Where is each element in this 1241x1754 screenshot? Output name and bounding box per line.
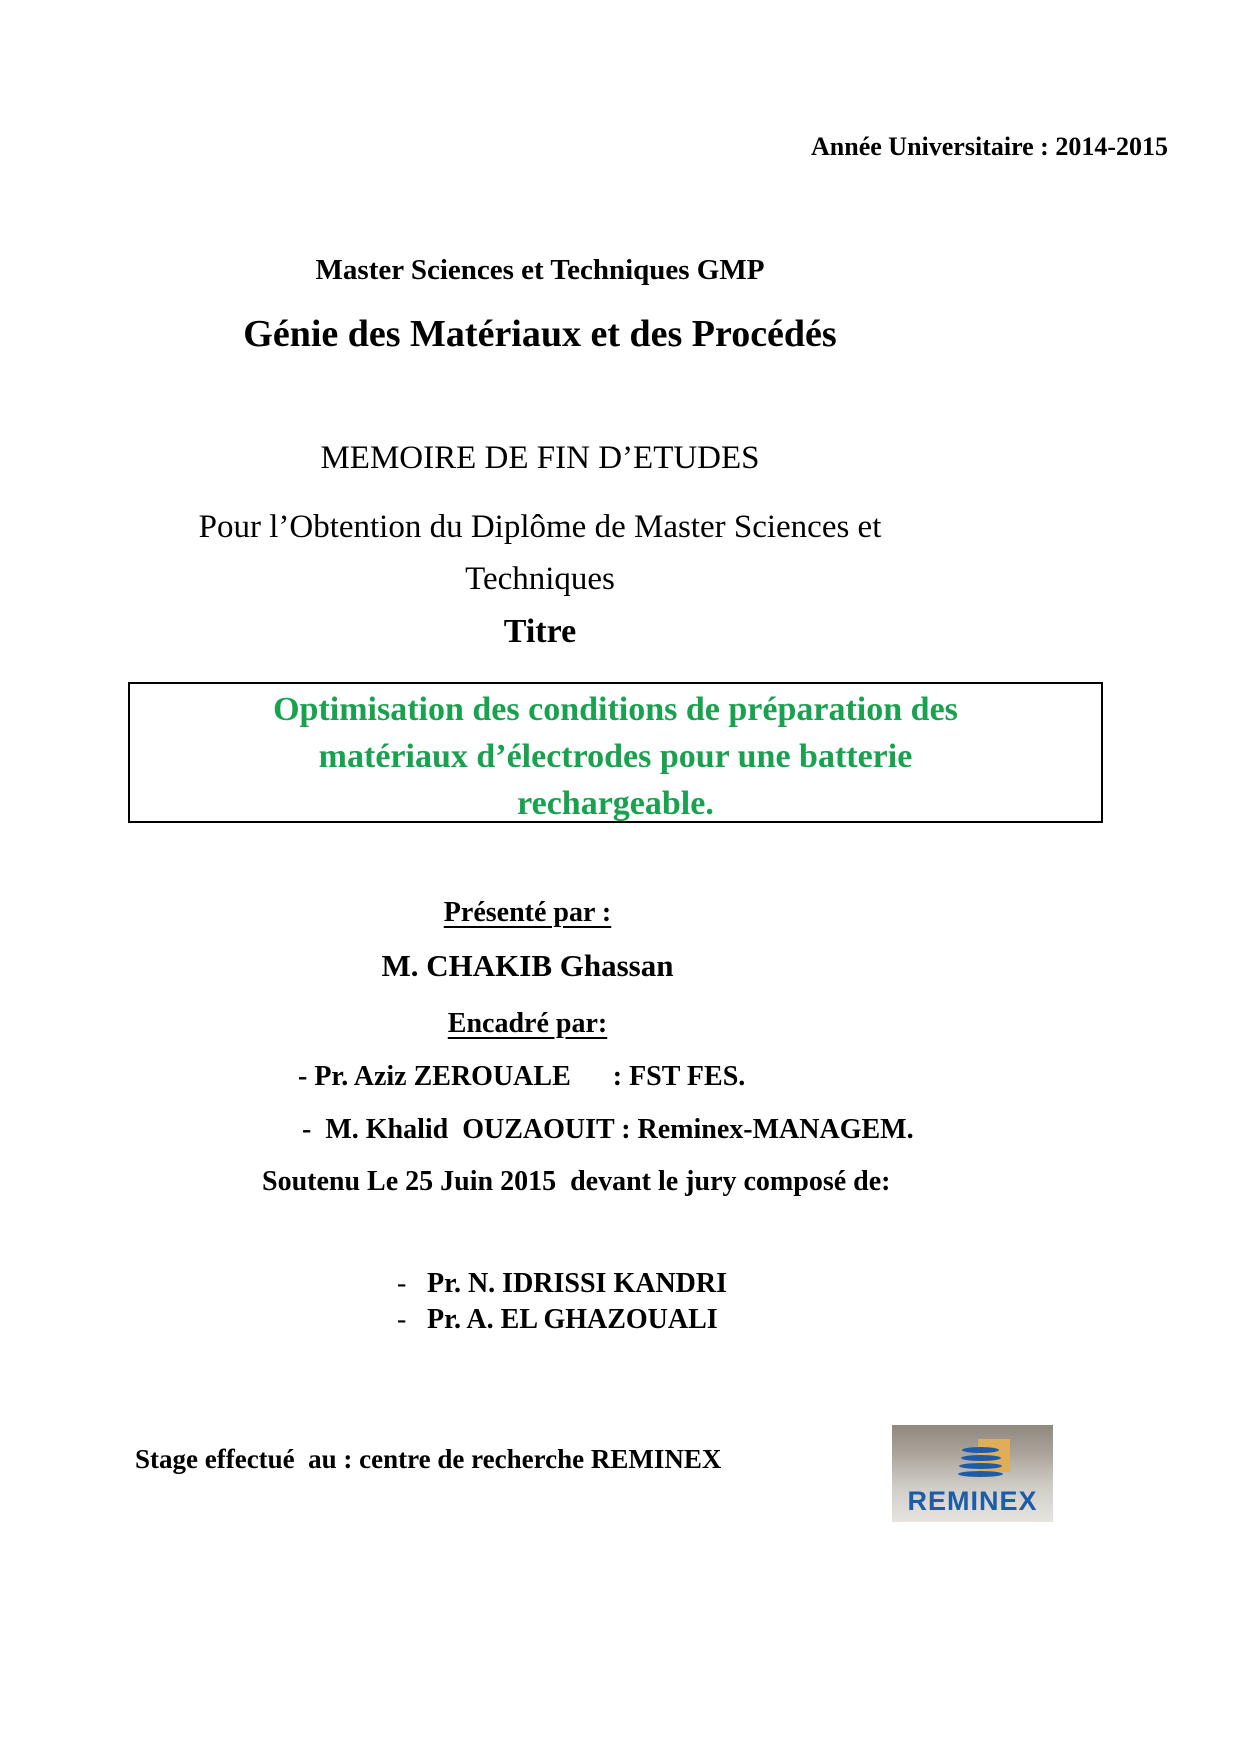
jury-member-1 [397, 1266, 727, 1302]
jury-member-name: Pr. N. IDRISSI KANDRI [427, 1268, 728, 1299]
jury-member-2 [397, 1302, 727, 1338]
presented-by-label: Présenté par : [443, 897, 612, 928]
supervisor-1: - Pr. Aziz ZEROUALE : FST FES. [298, 1061, 746, 1092]
logo-disc [961, 1455, 1001, 1461]
internship-location-line: Stage effectué au : centre de recherche REMINEX [135, 1444, 722, 1474]
jury-dash: - [397, 1268, 407, 1299]
logo-disc [958, 1471, 1003, 1477]
jury-list [397, 1266, 727, 1338]
purpose-line-1: Pour l’Obtention du Diplôme de Master Sciences et [198, 509, 882, 545]
reminex-logo [892, 1425, 1053, 1522]
department-title: Génie des Matériaux et des Procédés [243, 313, 837, 355]
defense-date-line: Soutenu Le 25 Juin 2015 devant le jury composé de: [262, 1166, 891, 1197]
author-name: M. CHAKIB Ghassan [381, 948, 674, 983]
purpose-statement [0, 501, 1080, 605]
thesis-title-line-1: Optimisation des conditions de préparation des [273, 691, 958, 728]
thesis-title-box [128, 682, 1103, 823]
jury-member-name: Pr. A. EL GHAZOUALI [427, 1304, 718, 1335]
thesis-title-line-2: matériaux d’électrodes pour une batterie [318, 738, 913, 775]
logo-wordmark: REMINEX [907, 1486, 1038, 1516]
thesis-title-line-3: rechargeable. [517, 785, 714, 822]
purpose-line-2: Techniques [465, 561, 615, 597]
program-title: Master Sciences et Techniques GMP [315, 254, 765, 286]
logo-disc-stack-icon [958, 1447, 1003, 1479]
title-label: Titre [503, 613, 577, 650]
supervisor-2: - M. Khalid OUZAOUIT : Reminex-MANAGEM. [302, 1114, 914, 1145]
supervised-by-label: Encadré par: [447, 1008, 608, 1039]
document-type: MEMOIRE DE FIN D’ETUDES [320, 440, 760, 476]
logo-disc [962, 1447, 999, 1453]
academic-year: Année Universitaire : 2014-2015 [811, 132, 1168, 161]
jury-dash: - [397, 1304, 407, 1335]
logo-disc [959, 1463, 1002, 1469]
